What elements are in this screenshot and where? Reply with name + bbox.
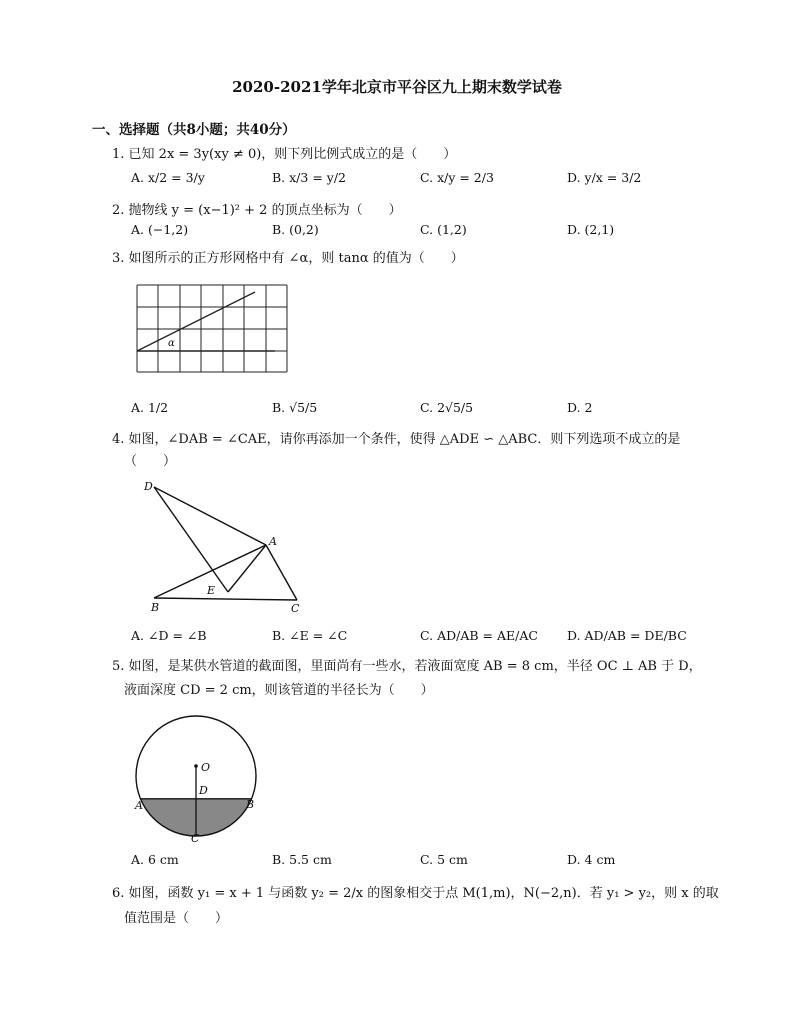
question-2-option-d: D. (2,1): [567, 222, 615, 237]
point-b-label: B: [151, 601, 160, 614]
question-3-option-a: A. 1/2: [131, 400, 169, 415]
question-5-option-c: C. 5 cm: [420, 852, 468, 867]
point-d-label: D: [144, 480, 153, 493]
point-o-label: O: [201, 761, 211, 774]
question-6-stem-line-2: 值范围是（ ）: [124, 911, 229, 926]
question-5-stem-line-2: 液面深度 CD = 2 cm，则该管道的半径长为（ ）: [124, 683, 434, 698]
question-4-stem-line-1: 4. 如图，∠DAB = ∠CAE，请你再添加一个条件，使得 △ADE ∽ △ABC．则下列选项不成立的是: [112, 432, 681, 447]
question-5-option-d: D. 4 cm: [567, 852, 616, 867]
point-b-label: B: [246, 798, 255, 811]
point-a-label: A: [135, 799, 143, 812]
question-2-option-c: C. (1,2): [420, 222, 467, 237]
question-3-option-b: B. √5/5: [272, 400, 318, 415]
question-3-stem: 3. 如图所示的正方形网格中有 ∠α，则 tanα 的值为（ ）: [112, 251, 464, 266]
question-5-stem-line-1: 5. 如图，是某供水管道的截面图，里面尚有一些水，若液面宽度 AB = 8 cm，半径 OC ⊥ AB 于 D，: [112, 659, 702, 674]
question-4-option-b: B. ∠E = ∠C: [272, 628, 348, 643]
question-4-option-d: D. AD/AB = DE/BC: [567, 628, 687, 643]
question-1-stem: 1. 已知 2x = 3y(xy ≠ 0)，则下列比例式成立的是（ ）: [112, 147, 457, 162]
question-5-pipe-figure: [130, 705, 270, 850]
question-4-stem-line-2: （ ）: [124, 454, 177, 469]
question-4-triangle-figure: [140, 475, 320, 620]
question-1-option-c: C. x/y = 2/3: [420, 170, 494, 185]
question-1-option-a: A. x/2 = 3/y: [131, 170, 205, 185]
section-heading: 一、选择题（共8小题；共40分）: [92, 122, 296, 138]
point-c-label: C: [191, 832, 200, 845]
angle-alpha-label: α: [168, 338, 175, 349]
point-d-label: D: [199, 784, 208, 797]
question-1-option-b: B. x/3 = y/2: [272, 170, 346, 185]
question-2-option-a: A. (−1,2): [131, 222, 189, 237]
question-3-grid-figure: [130, 280, 295, 375]
question-3-option-c: C. 2√5/5: [420, 400, 474, 415]
question-6-stem-line-1: 6. 如图，函数 y₁ = x + 1 与函数 y₂ = 2/x 的图象相交于点 M(1,m)，N(−2,n)．若 y₁ > y₂，则 x 的取: [112, 886, 719, 901]
question-5-option-a: A. 6 cm: [131, 852, 179, 867]
question-3-option-d: D. 2: [567, 400, 593, 415]
question-4-option-a: A. ∠D = ∠B: [131, 628, 207, 643]
page-title: 2020-2021学年北京市平谷区九上期末数学试卷: [232, 78, 562, 96]
question-2-stem: 2. 抛物线 y = (x−1)² + 2 的顶点坐标为（ ）: [112, 203, 402, 218]
point-e-label: E: [207, 584, 216, 597]
point-a-label: A: [269, 535, 277, 548]
question-1-option-d: D. y/x = 3/2: [567, 170, 642, 185]
point-c-label: C: [291, 602, 300, 615]
question-2-option-b: B. (0,2): [272, 222, 319, 237]
question-4-option-c: C. AD/AB = AE/AC: [420, 628, 538, 643]
question-5-option-b: B. 5.5 cm: [272, 852, 332, 867]
